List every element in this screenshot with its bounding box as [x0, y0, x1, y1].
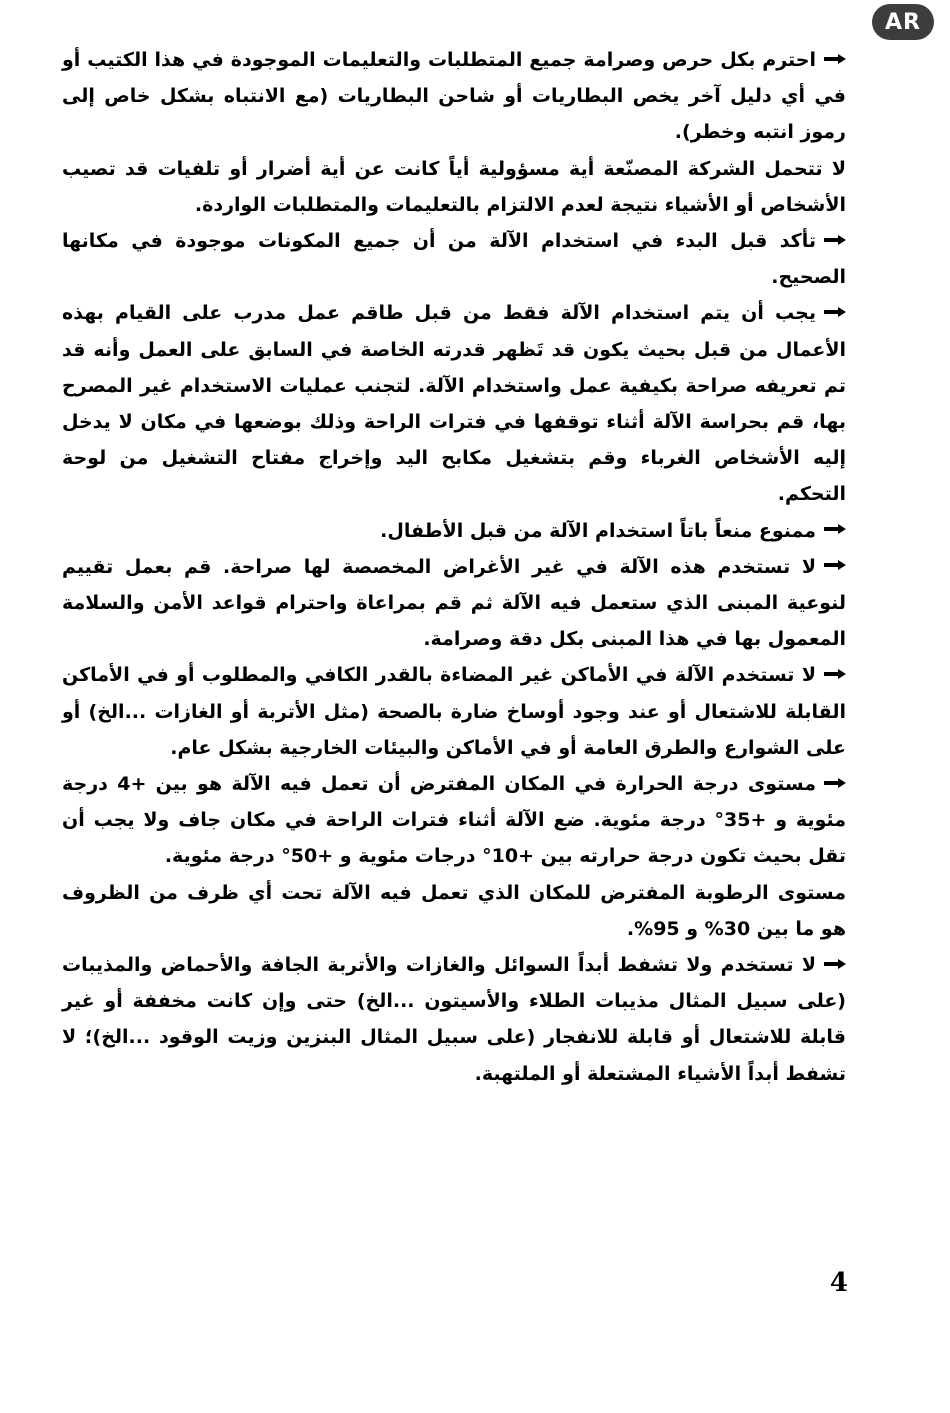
language-badge: AR [872, 4, 934, 40]
pointing-hand-icon [824, 235, 846, 245]
instructions-text [62, 42, 846, 1092]
paragraph-6 [62, 549, 846, 658]
pointing-hand-icon [824, 524, 846, 534]
pointing-hand-icon [824, 307, 846, 317]
paragraph-4-text: يجب أن يتم استخدام الآلة فقط من قبل طاقم عمل مدرب على القيام بهذه الأعمال من قبل بحيث يكون قد تَظهر قدرته الخاصة في السابق على العمل وأنه قد تم تعريفه صراحة بكيفية عمل واستخدام الآلة. لتجنب عمليات الاستخدام غير المصرح بها، قم بحراسة الآلة أثناء توقفها في فترات الراحة وذلك بوضعها في مكان لا يدخل إليه الأشخاص الغرباء وقم بتشغيل مكابح اليد وإخراج مفتاح التشغيل من لوحة التحكم. [62, 302, 846, 506]
paragraph-5-text: ممنوع منعاً باتاً استخدام الآلة من قبل الأطفال. [380, 519, 816, 542]
paragraph-1 [62, 42, 846, 151]
pointing-hand-icon [824, 778, 846, 788]
paragraph-7 [62, 657, 846, 766]
paragraph-9-text: مستوى الرطوبة المفترض للمكان الذي تعمل فيه الآلة تحت أي ظرف من الظروف هو ما بين 30% و 95%. [62, 881, 846, 940]
pointing-hand-icon [824, 669, 846, 679]
pointing-hand-icon [824, 54, 846, 64]
paragraph-4 [62, 295, 846, 512]
paragraph-10-text: لا تستخدم ولا تشفط أبداً السوائل والغازات والأتربة الجافة والأحماض والمذيبات (على سبيل المثال مذيبات الطلاء والأسيتون ...الخ) حتى وإن كانت مخففة أو غير قابلة للاشتعال أو قابلة للانفجار (على سبيل المثال البنزين وزيت الوقود ...الخ)؛ لا تشفط أبداً الأشياء المشتعلة أو الملتهبة. [62, 954, 846, 1085]
pointing-hand-icon [824, 560, 846, 570]
pointing-hand-icon [824, 959, 846, 969]
paragraph-5 [62, 513, 846, 549]
paragraph-7-text: لا تستخدم الآلة في الأماكن غير المضاءة بالقدر الكافي والمطلوب أو في الأماكن القابلة للاشتعال أو عند وجود أوساخ ضارة بالصحة (مثل الأتربة أو الغازات ...الخ) أو على الشوارع والطرق العامة أو في الأماكن والبيئات الخارجية بشكل عام. [62, 664, 846, 759]
paragraph-1-text: احترم بكل حرص وصرامة جميع المتطلبات والتعليمات الموجودة في هذا الكتيب أو في أي دليل آخر يخص البطاريات أو شاحن البطاريات (مع الانتباه بشكل خاص إلى رموز انتبه وخطر). [62, 49, 846, 144]
paragraph-2-text: لا تتحمل الشركة المصنّعة أية مسؤولية أياً كانت عن أية أضرار أو تلفيات قد تصيب الأشخاص أو الأشياء نتيجة لعدم الالتزام بالتعليمات والمتطلبات الواردة. [62, 157, 846, 216]
paragraph-6-text: لا تستخدم هذه الآلة في غير الأغراض المخصصة لها صراحة. قم بعمل تقييم لنوعية المبنى الذي ستعمل فيه الآلة ثم قم بمراعاة واحترام قواعد الأمن والسلامة المعمول بها في هذا المبنى بكل دقة وصرامة. [62, 555, 846, 651]
paragraph-3-text: تأكد قبل البدء في استخدام الآلة من أن جميع المكونات موجودة في مكانها الصحيح. [62, 230, 846, 289]
paragraph-9 [62, 875, 846, 947]
paragraph-2 [62, 151, 846, 223]
paragraph-3 [62, 223, 846, 295]
paragraph-8 [62, 766, 846, 875]
paragraph-8-text: مستوى درجة الحرارة في المكان المفترض أن تعمل فيه الآلة هو بين +4 درجة مئوية و +35° درجة مئوية. ضع الآلة أثناء فترات الراحة في مكان جاف ولا يجب أن تقل بحيث تكون درجة حرارته بين +10° درجات مئوية و +50° درجة مئوية. [62, 773, 846, 868]
page-number: 4 [829, 1268, 848, 1298]
paragraph-10 [62, 947, 846, 1092]
